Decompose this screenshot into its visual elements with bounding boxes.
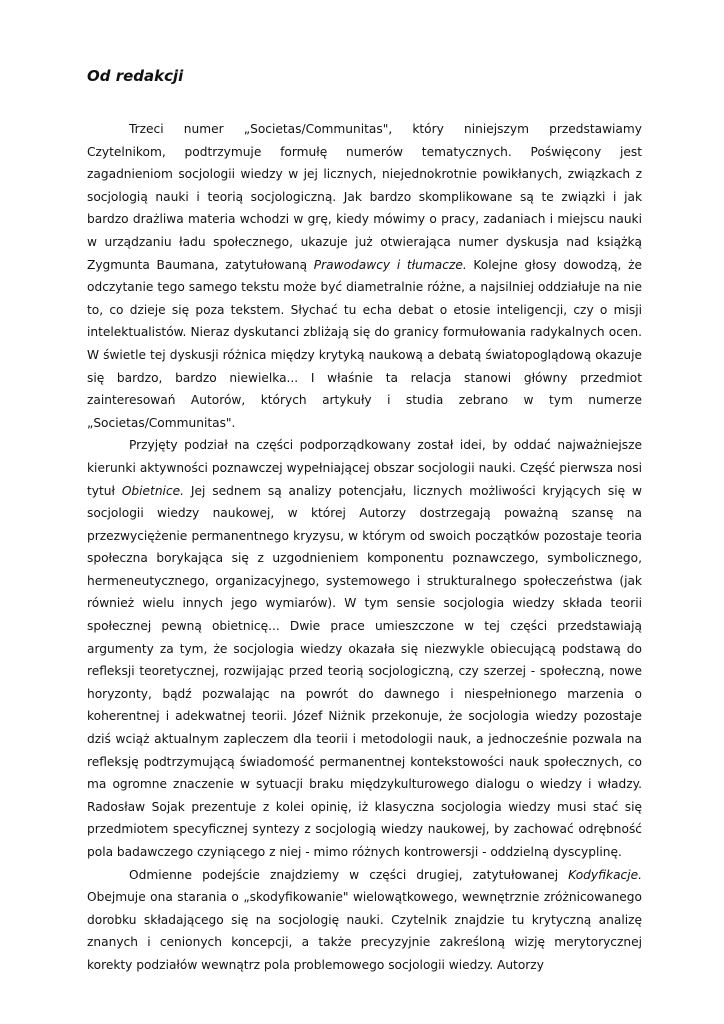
paragraph-3-text-1: Odmienne podejście znajdziemy w części drugiej, zatytułowanej — [129, 867, 569, 882]
paragraph-1-text-2: Kolejne głosy dowodzą, że odczytanie tego samego tekstu może być diametralnie różne, a najsilniej oddziałuje na nie to, co dzieje się poza tekstem. Słychać tu echa debat o etosie inteligencji, czy o misji intelektualistów. Nieraz dyskutanci zbliżają się do granicy formułowania radykalnych ocen. W świetle tej dyskusji różnica między krytyką naukową a debatą światopoglądową okazuje się bardzo, bardzo niewielka... I właśnie ta relacja stanowi główny przedmiot zainteresowań Autorów, których artykuły i studia zebrano w tym numerze „Societas/Communitas". — [87, 257, 642, 430]
paragraph-2 — [87, 434, 642, 863]
paragraph-2-text-2: Jej sednem są analizy potencjału, licznych możliwości kryjących się w socjologii wiedzy naukowej, w której Autorzy dostrzegają poważną szansę na przezwyciężenie permanentnego kryzysu, w którym od swoich początków pozostaje teoria społeczna borykająca się z uzgodnieniem komponentu poznawczego, symbolicznego, hermeneutycznego, organizacyjnego, systemowego i strukturalnego społeczeństwa (jak również wielu innych jego wymiarów). W tym sensie socjologia wiedzy składa teorii społecznej pewną obietnicę... Dwie prace umieszczone w tej części przedstawiają argumenty za tym, że socjologia wiedzy okazała się niezwykle obiecującą podstawą do refleksji teoretycznej, rozwijając przed teorią socjologiczną, czy szerzej - społeczną, nowe horyzonty, bądź pozwalając na powrót do dawnego i niespełnionego marzenia o koherentnej i adekwatnej teorii. Józef Niżnik przekonuje, że socjologia wiedzy pozostaje dziś wciąż aktualnym zapleczem dla teorii i metodologii nauk, a jednocześnie pozwala na refleksję podtrzymującą świadomość permanentnej kontekstowości nauk społecznych, co ma ogromne znaczenie w sytuacji braku międzykulturowego dialogu o wiedzy i władzy. Radosław Sojak prezentuje z kolei opinię, iż klasyczna socjologia wiedzy musi stać się przedmiotem specyficznej syntezy z socjologią wiedzy naukowej, by zachować odrębność pola badawczego czyniącego z niej - mimo różnych kontrowersji - oddzielną dyscyplinę. — [87, 483, 642, 859]
paragraph-2-text-1: Przyjęty podział na części podporządkowany został idei, by oddać najważniejsze kierunki aktywności poznawczej wypełniającej obszar socjologii nauki. Część pierwsza nosi tytuł — [87, 438, 642, 498]
paragraph-3-text-2: Obejmuje ona starania o „skodyfikowanie" wielowątkowego, wewnętrznie zróżnicowanego dorobku składającego się na socjologię nauki. Czytelnik znajdzie tu krytyczną analizę znanych i cenionych koncepcji, a także precyzyjnie zakreśloną wizję merytorycznej korekty podziałów wewnątrz pola problemowego socjologii wiedzy. Autorzy — [87, 890, 642, 972]
paragraph-1-text-1: Trzeci numer „Societas/Communitas", który niniejszym przedstawiamy Czytelnikom, podtrzymuje formułę numerów tematycznych. Poświęcony jest zagadnieniom socjologii wiedzy w jej licznych, niejednokrotnie powikłanych, związkach z socjologią nauki i teorią socjologiczną. Jak bardzo skomplikowane są te związki i jak bardzo drażliwa materia wchodzi w grę, kiedy mówimy o pracy, zadaniach i miejscu nauki w urządzaniu ładu społecznego, ukazuje już otwierająca numer dyskusja nad książką Zygmunta Baumana, zatytułowaną — [87, 122, 642, 272]
section-title-kodyfikacje: Kodyfikacje. — [568, 867, 642, 882]
paragraph-3 — [87, 864, 642, 977]
page-title: Od redakcji — [87, 67, 184, 85]
document-page — [87, 66, 642, 977]
section-title-obietnice: Obietnice. — [121, 483, 185, 498]
book-title-italic: Prawodawcy i tłumacze. — [313, 257, 467, 272]
paragraph-1 — [87, 118, 642, 434]
